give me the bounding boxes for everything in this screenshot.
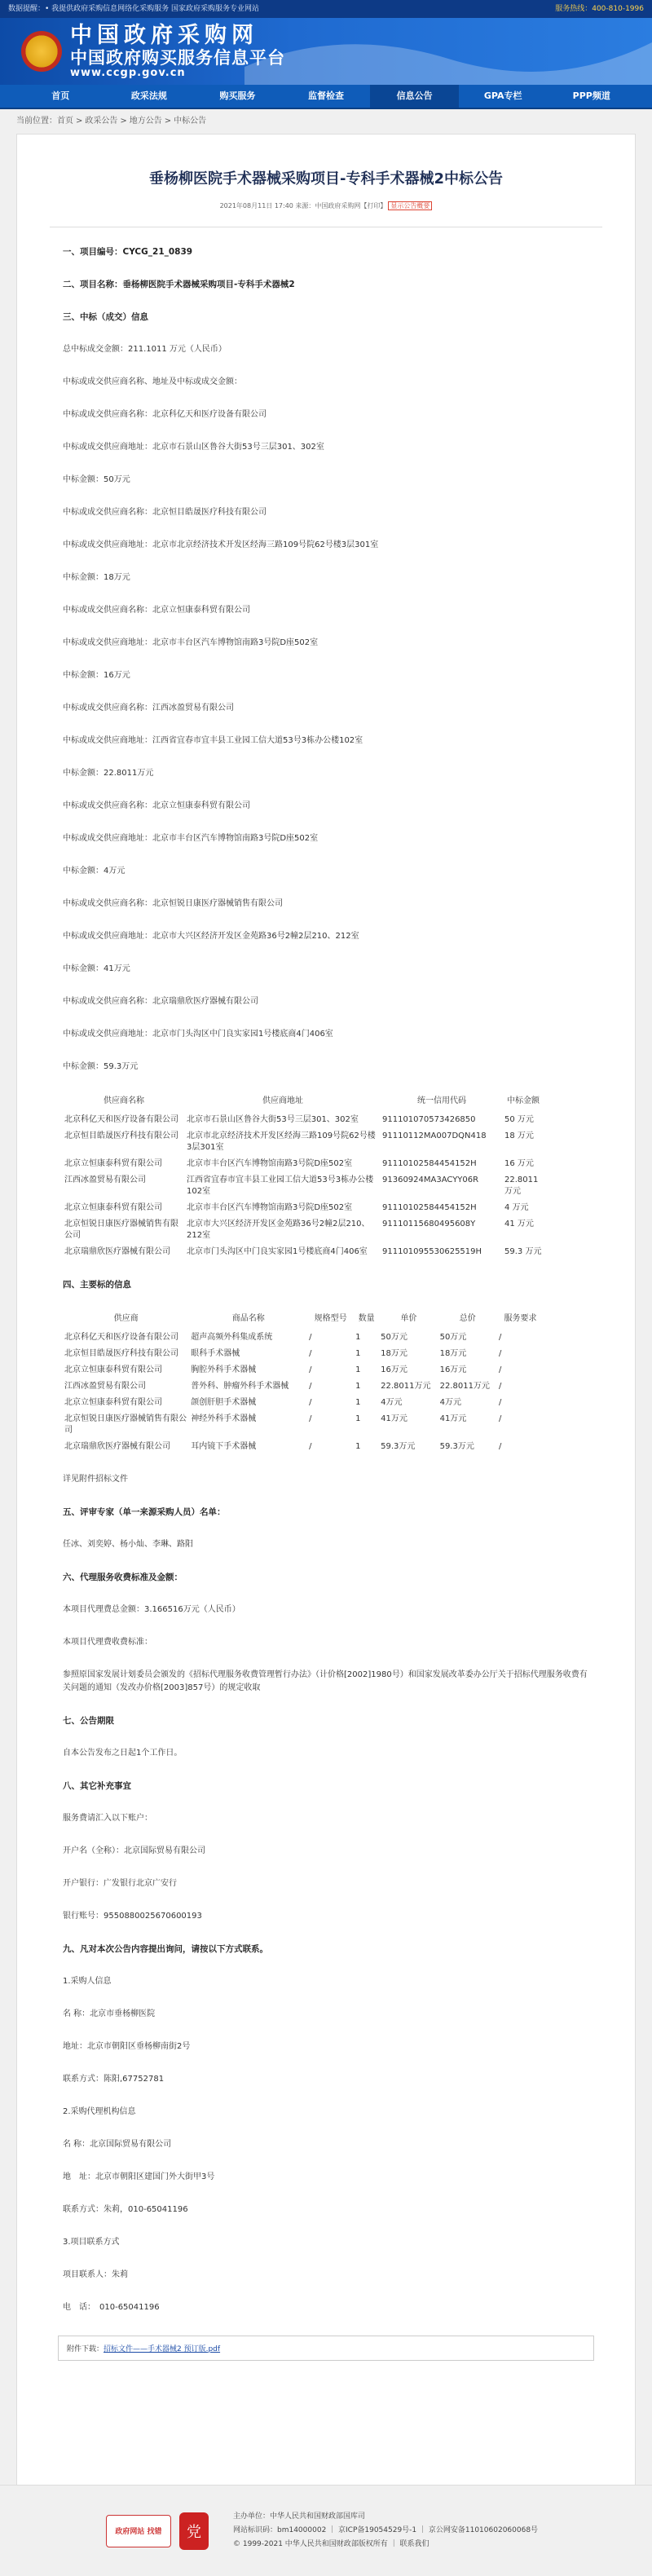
table-cell: /	[499, 1349, 502, 1358]
table-header: 统一信用代码	[417, 1096, 466, 1105]
paragraph: 项目联系人：朱莉	[63, 2270, 128, 2279]
breadcrumb-local[interactable]: 地方公告	[129, 117, 162, 126]
footer-info: 主办单位：中华人民共和国财政部国库司 网站标识码：bm14000002 ｜ 京ICP备19054529号-1 ｜ 京公网安备11010602060068号 © 1999-2021 中华人民共和国财政部版权所有 ｜ 联系我们	[233, 2512, 539, 2548]
table-cell: 北京恒锐日康医疗器械销售有限公司	[64, 1220, 178, 1240]
table-cell: 北京市门头沟区中门良实家园1号楼底商4门406室	[187, 1247, 368, 1256]
main-nav	[0, 85, 652, 109]
attachment-link[interactable]: 招标文件——手术器械2 预订版.pdf	[104, 2345, 221, 2353]
table-cell: 50 万元	[504, 1115, 534, 1124]
paragraph: 中标或成交供应商名称、地址及中标或成交金额：	[63, 377, 242, 386]
paragraph: 中标或成交供应商名称：北京恒目皓晟医疗科技有限公司	[63, 508, 267, 517]
table-header: 服务要求	[504, 1314, 537, 1323]
table-cell: 22.8011 万元	[504, 1176, 539, 1196]
nav-supervision[interactable]: 监督检查	[308, 90, 345, 101]
table-cell: 41 万元	[504, 1220, 534, 1228]
site-footer	[0, 2485, 652, 2576]
table-cell: 18 万元	[504, 1131, 534, 1140]
paragraph: 地 址：北京市朝阳区建国门外大街甲3号	[63, 2172, 215, 2181]
table-cell: 北京市丰台区汽车博物馆南路3号院D座502室	[187, 1203, 353, 1212]
page-title: 垂杨柳医院手术器械采购项目-专科手术器械2中标公告	[149, 170, 503, 187]
paragraph: 中标或成交供应商名称：北京立恒康泰科贸有限公司	[63, 606, 250, 615]
table-cell: 胸腔外科手术器械	[191, 1365, 257, 1374]
table-cell: 4万元	[439, 1398, 461, 1407]
table-cell: 耳内镜下手术器械	[191, 1442, 257, 1451]
table-header: 供应商地址	[262, 1096, 303, 1105]
breadcrumb: 当前位置：首页 > 政采公告 > 地方公告 > 中标公告	[16, 117, 207, 126]
breadcrumb-award[interactable]: 中标公告	[174, 117, 207, 126]
paragraph: 中标或成交供应商地址：北京市大兴区经济开发区金苑路36号2幢2层210、212室	[63, 932, 359, 941]
paragraph: 2.采购代理机构信息	[63, 2107, 136, 2116]
article-meta: 2021年08月11日 17:40 来源：中国政府采购网【打印】 显示公告概要	[50, 201, 602, 227]
table-row	[63, 1216, 544, 1244]
table-cell: 北京市大兴区经济开发区金苑路36号2幢2层210、212室	[187, 1220, 370, 1240]
table-cell: 911101095530625519H	[382, 1247, 482, 1256]
paragraph: 中标或成交供应商地址：江西省宜春市宜丰县工业园工信大道53号3栋办公楼102室	[63, 736, 363, 745]
paragraph: 中标或成交供应商地址：北京市丰台区汽车博物馆南路3号院D座502室	[63, 638, 319, 647]
paragraph: 总中标成交金额：211.1011 万元（人民币）	[63, 345, 227, 354]
table-cell: 北京立恒康泰科贸有限公司	[64, 1365, 162, 1374]
paragraph: 中标金额：4万元	[63, 867, 126, 876]
table-cell: 北京市石景山区鲁谷大街53号三层301、302室	[187, 1115, 359, 1124]
table-cell: 北京恒锐日康医疗器械销售有限公司	[64, 1414, 187, 1435]
section-heading: 一、项目编号：CYCG_21_0839	[63, 247, 193, 257]
paragraph: 开户银行：广发银行北京广安行	[63, 1879, 177, 1888]
table-row	[63, 1156, 544, 1172]
table-row	[63, 1439, 544, 1455]
table-row	[63, 1112, 544, 1128]
paragraph: 联系方式：朱莉，010-65041196	[63, 2205, 188, 2214]
table-cell: 16万元	[381, 1365, 408, 1374]
paragraph: 中标金额：41万元	[63, 964, 130, 973]
paragraph: 中标金额：50万元	[63, 475, 130, 484]
table-row	[63, 1200, 544, 1216]
table-cell: 神经外科手术器械	[191, 1414, 257, 1423]
table-cell: 超声高频外科集成系统	[191, 1333, 273, 1342]
table-row	[63, 1330, 544, 1346]
table-header: 数量	[358, 1314, 375, 1323]
paragraph: 任冰、刘奕婷、杨小灿、李琳、路阳	[63, 1540, 193, 1549]
paragraph: 中标金额：18万元	[63, 573, 130, 582]
table-row	[63, 1395, 544, 1411]
table-cell: 91360924MA3ACYY06R	[382, 1176, 479, 1184]
paragraph: 地址：北京市朝阳区垂杨柳南街2号	[63, 2042, 191, 2051]
paragraph: 银行账号：9550880025670600193	[63, 1912, 202, 1921]
nav-gpa[interactable]: GPA专栏	[483, 90, 522, 101]
table-cell: 北京科亿天和医疗设备有限公司	[64, 1115, 178, 1124]
paragraph: 中标或成交供应商地址：北京市北京经济技术开发区经海三路109号院62号楼3层301室	[63, 540, 379, 549]
paragraph: 本项目代理费总金额：3.166516万元（人民币）	[63, 1605, 240, 1614]
table-cell: 北京科亿天和医疗设备有限公司	[64, 1333, 178, 1342]
table-cell: 91110102584454152H	[382, 1203, 477, 1212]
table-cell: /	[309, 1382, 312, 1391]
table-cell: 江西省宜春市宜丰县工业园工信大道53号3栋办公楼102室	[187, 1176, 374, 1196]
table-cell: 1	[355, 1442, 361, 1451]
paragraph: 中标或成交供应商地址：北京市丰台区汽车博物馆南路3号院D座502室	[63, 834, 319, 843]
paragraph: 中标金额：16万元	[63, 671, 130, 680]
table-cell: 16万元	[439, 1365, 467, 1374]
table-cell: 江西冰盈贸易有限公司	[64, 1382, 146, 1391]
table-cell: 北京立恒康泰科贸有限公司	[64, 1159, 162, 1168]
table-cell: 41万元	[439, 1414, 467, 1423]
paragraph: 名 称：北京国际贸易有限公司	[63, 2140, 172, 2149]
paragraph: 自本公告发布之日起1个工作日。	[63, 1749, 183, 1758]
header-pattern	[244, 18, 652, 85]
national-emblem-icon[interactable]	[21, 31, 62, 72]
table-cell: 眼科手术器械	[191, 1349, 240, 1358]
paragraph: 电 话： 010-65041196	[63, 2303, 160, 2312]
paragraph: 中标或成交供应商名称：北京立恒康泰科贸有限公司	[63, 801, 250, 810]
table-cell: 4万元	[381, 1398, 403, 1407]
paragraph: 中标金额：59.3万元	[63, 1062, 139, 1071]
site-error-badge-icon[interactable]: 政府网站 找错	[106, 2515, 171, 2547]
table-header: 供应商	[113, 1314, 139, 1323]
table-cell: /	[309, 1414, 312, 1423]
table-row	[63, 1244, 544, 1260]
section-heading: 三、中标（成交）信息	[63, 312, 148, 322]
paragraph: 中标或成交供应商名称：江西冰盈贸易有限公司	[63, 704, 234, 712]
table-cell: /	[499, 1442, 502, 1451]
paragraph: 联系方式：陈阳,67752781	[63, 2075, 165, 2084]
breadcrumb-home[interactable]: 首页	[57, 117, 73, 126]
table-cell: 北京瑞鼎欣医疗器械有限公司	[64, 1247, 170, 1256]
table-cell: /	[499, 1333, 502, 1342]
table-header: 供应商名称	[104, 1096, 144, 1105]
paragraph: 中标或成交供应商地址：北京市门头沟区中门良实家园1号楼底商4门406室	[63, 1030, 333, 1039]
nav-announcements[interactable]: 信息公告	[370, 85, 459, 108]
table-cell: 18万元	[439, 1349, 467, 1358]
table-cell: 41万元	[381, 1414, 408, 1423]
table-cell: 1	[355, 1365, 361, 1374]
top-bar	[0, 0, 652, 18]
table-row	[63, 1172, 544, 1200]
summary-toggle-button[interactable]: 显示公告概要	[388, 201, 432, 210]
paragraph: 详见附件招标文件	[63, 1475, 128, 1484]
paragraph: 名 称：北京市垂杨柳医院	[63, 2009, 156, 2018]
section-heading: 五、评审专家（单一来源采购人员）名单：	[63, 1507, 226, 1517]
nav-home[interactable]: 首页	[51, 90, 70, 101]
table-cell: 22.8011万元	[381, 1382, 431, 1391]
table-cell: 4 万元	[504, 1203, 529, 1212]
section-heading: 二、项目名称：垂杨柳医院手术器械采购项目-专科手术器械2	[63, 280, 295, 289]
section-heading: 九、凡对本次公告内容提出询问，请按以下方式联系。	[63, 1944, 268, 1954]
table-cell: 911101070573426850	[382, 1115, 476, 1124]
table-row	[63, 1378, 544, 1395]
table-cell: 北京瑞鼎欣医疗器械有限公司	[64, 1442, 170, 1451]
table-cell: 北京立恒康泰科贸有限公司	[64, 1398, 162, 1407]
paragraph: 1.采购人信息	[63, 1977, 112, 1986]
table-cell: /	[499, 1398, 502, 1407]
table-row	[63, 1362, 544, 1378]
paragraph: 开户名（全称）：北京国际贸易有限公司	[63, 1846, 205, 1855]
table-header: 单价	[400, 1314, 417, 1323]
table-cell: 普外科、肿瘤外科手术器械	[191, 1382, 289, 1391]
table-cell: 江西冰盈贸易有限公司	[64, 1176, 146, 1184]
breadcrumb-label: 当前位置：	[16, 117, 57, 126]
table-cell: /	[499, 1365, 502, 1374]
table-header: 商品名称	[231, 1314, 265, 1323]
paragraph: 本项目代理费收费标准：	[63, 1638, 152, 1647]
table-cell: 59.3 万元	[504, 1247, 542, 1256]
party-badge-icon[interactable]: 党	[179, 2512, 209, 2550]
section-heading: 四、主要标的信息	[63, 1280, 131, 1290]
table-cell: /	[309, 1365, 312, 1374]
table-cell: 北京恒目皓晟医疗科技有限公司	[64, 1349, 178, 1358]
supplier-table	[63, 1087, 544, 1260]
table-header: 总价	[459, 1314, 476, 1323]
table-cell: 50万元	[439, 1333, 467, 1342]
breadcrumb-announcements[interactable]: 政采公告	[85, 117, 118, 126]
site-logo[interactable]: 中国政府采购网 中国政府购买服务信息平台 www.ccgp.gov.cn	[70, 23, 285, 79]
table-cell: /	[499, 1382, 502, 1391]
table-cell: 22.8011万元	[439, 1382, 490, 1391]
table-cell: 1	[355, 1398, 361, 1407]
paragraph: 中标或成交供应商地址：北京市石景山区鲁谷大街53号三层301、302室	[63, 443, 324, 452]
section-heading: 六、代理服务收费标准及金额：	[63, 1573, 183, 1582]
table-cell: 1	[355, 1382, 361, 1391]
table-cell: 59.3万元	[381, 1442, 416, 1451]
hotline: 服务热线：400-810-1996	[555, 5, 644, 13]
table-cell: /	[499, 1414, 502, 1423]
items-table	[63, 1304, 544, 1455]
table-cell: /	[309, 1398, 312, 1407]
article	[16, 134, 636, 2487]
nav-ppp[interactable]: PPP频道	[572, 90, 610, 101]
table-cell: 北京市丰台区汽车博物馆南路3号院D座502室	[187, 1159, 353, 1168]
article-body	[50, 227, 602, 2361]
nav-regulations[interactable]: 政采法规	[130, 90, 167, 101]
table-cell: /	[309, 1349, 312, 1358]
paragraph: 3.项目联系方式	[63, 2238, 120, 2247]
table-cell: 91110115680495608Y	[382, 1220, 476, 1228]
table-header: 规格型号	[314, 1314, 347, 1323]
table-cell: /	[309, 1333, 312, 1342]
table-header: 中标金额	[507, 1096, 540, 1105]
table-row	[63, 1411, 544, 1439]
table-cell: 18万元	[381, 1349, 408, 1358]
paragraph: 参照原国家发展计划委员会颁发的《招标代理服务收费管理暂行办法》（计价格[2002]1980号）和国家发展改革委办公厅关于招标代理服务收费有关问题的通知（发改办价格[2003]857号）的规定收取	[63, 1670, 588, 1692]
table-cell: 16 万元	[504, 1159, 534, 1168]
attachment-box: 附件下载：招标文件——手术器械2 预订版.pdf	[58, 2336, 594, 2361]
paragraph: 服务费请汇入以下账户：	[63, 1814, 152, 1823]
table-cell: 北京恒目皓晟医疗科技有限公司	[64, 1131, 178, 1140]
table-cell: 50万元	[381, 1333, 408, 1342]
paragraph: 中标金额：22.8011万元	[63, 769, 154, 778]
table-row	[63, 1128, 544, 1156]
paragraph: 中标或成交供应商名称：北京瑞鼎欣医疗器械有限公司	[63, 997, 258, 1006]
table-cell: 北京立恒康泰科贸有限公司	[64, 1203, 162, 1212]
table-cell: 59.3万元	[439, 1442, 474, 1451]
section-heading: 八、其它补充事宜	[63, 1781, 131, 1791]
table-row	[63, 1346, 544, 1362]
table-cell: 北京市北京经济技术开发区经海三路109号院62号楼3层301室	[187, 1131, 376, 1152]
top-bar-notice: 数据提醒：• 我提供政府采购信息网络化采购服务 国家政府采购服务专业网站	[8, 5, 260, 13]
table-cell: 91110102584454152H	[382, 1159, 477, 1168]
section-heading: 七、公告期限	[63, 1716, 114, 1726]
table-cell: 1	[355, 1414, 361, 1423]
table-cell: 1	[355, 1349, 361, 1358]
paragraph: 中标或成交供应商名称：北京恒锐日康医疗器械销售有限公司	[63, 899, 283, 908]
site-header	[0, 18, 652, 85]
paragraph: 中标或成交供应商名称：北京科亿天和医疗设备有限公司	[63, 410, 267, 419]
table-cell: 91110112MA007DQN418	[382, 1131, 487, 1140]
table-cell: /	[309, 1442, 312, 1451]
table-cell: 1	[355, 1333, 361, 1342]
nav-purchase-services[interactable]: 购买服务	[219, 90, 256, 101]
table-cell: 颌创肝胆手术器械	[191, 1398, 257, 1407]
